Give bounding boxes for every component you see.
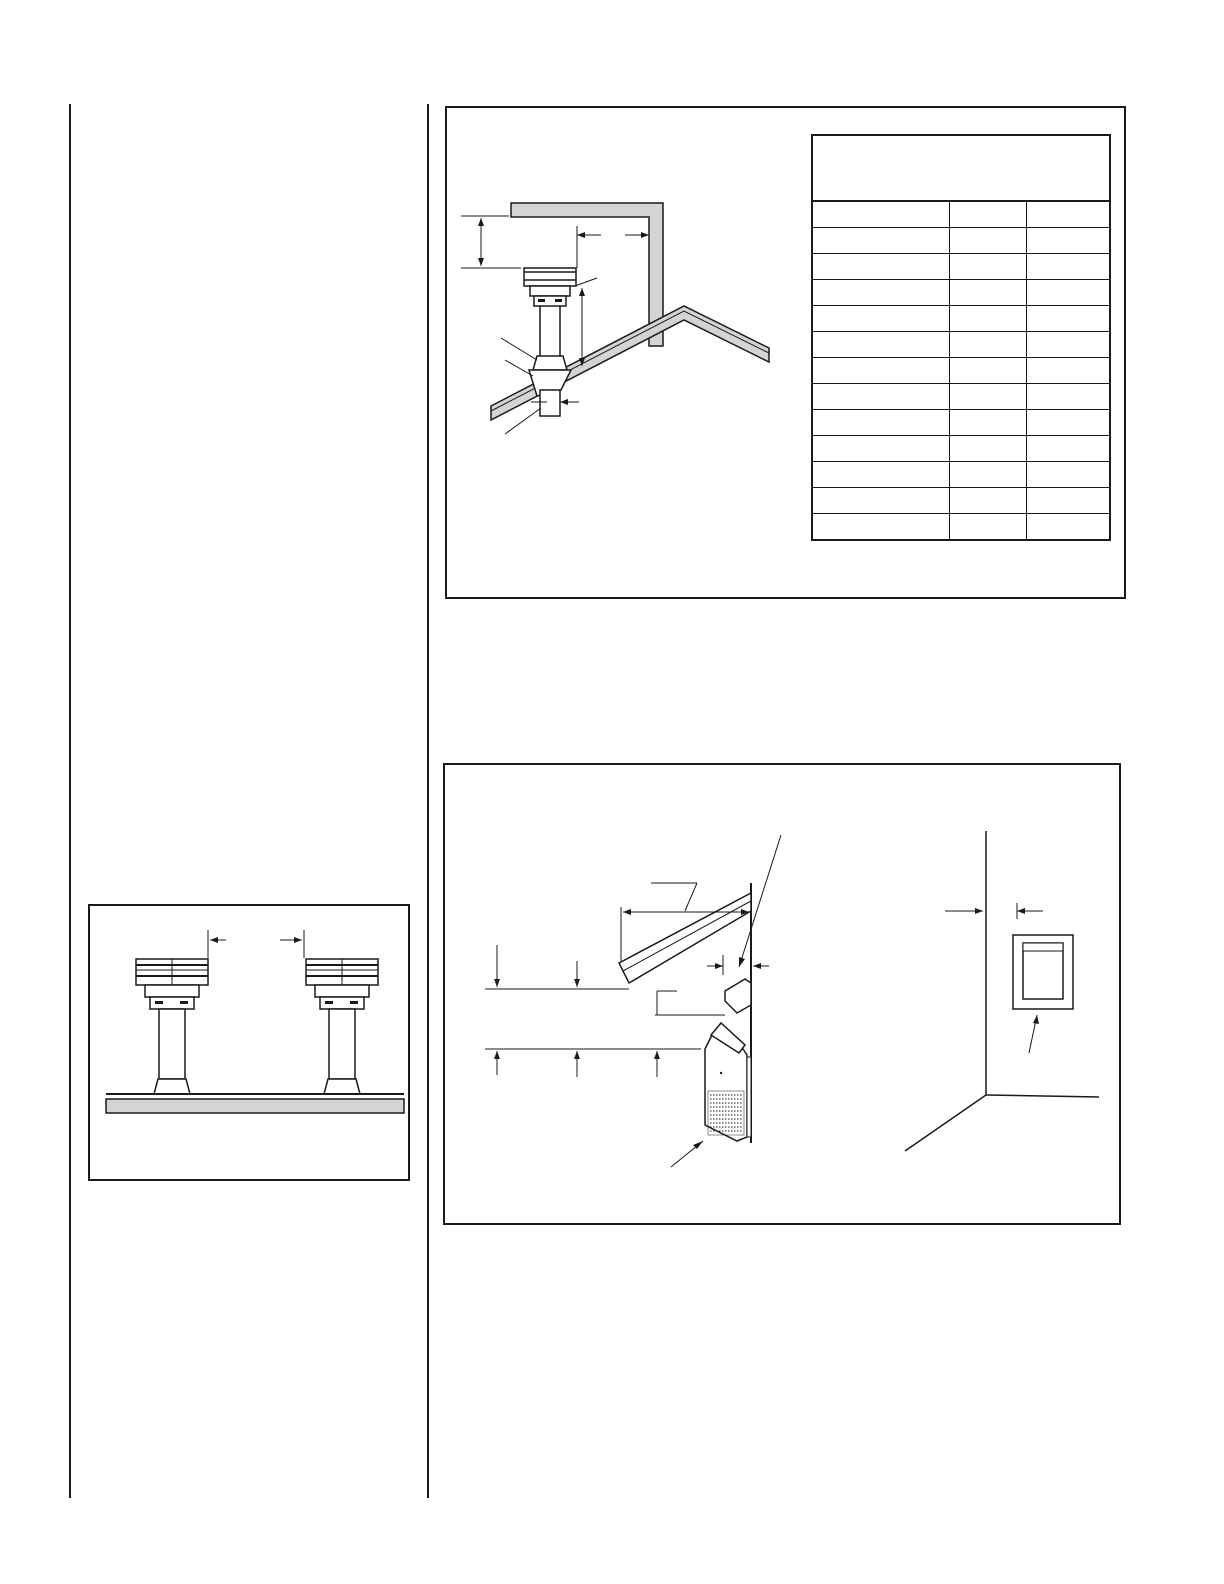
wall-clearances-diagram — [445, 765, 1123, 1227]
column-divider-rule — [427, 104, 429, 1498]
vent-cap-icon — [306, 959, 378, 1094]
table-row — [812, 254, 1110, 280]
table-row — [812, 358, 1110, 384]
multiple-terminations-diagram — [90, 906, 412, 1183]
table-row — [812, 410, 1110, 436]
table-row — [812, 228, 1110, 254]
table-row — [812, 332, 1110, 358]
vent-cap-icon — [136, 959, 208, 1094]
table-row — [812, 488, 1110, 514]
table-header-row — [812, 201, 1110, 228]
terminal-icon — [705, 1023, 751, 1141]
vent-cap-icon — [524, 268, 576, 306]
roof-pitch-table — [811, 134, 1111, 541]
left-margin-rule — [69, 104, 71, 1498]
table-row — [812, 280, 1110, 306]
table-row — [812, 514, 1110, 541]
roof-clearance-figure — [445, 106, 1126, 599]
table-header-cell — [812, 201, 950, 228]
roof-icon — [491, 306, 769, 420]
table-row — [812, 462, 1110, 488]
table-row — [812, 436, 1110, 462]
multiple-terminations-figure — [88, 904, 410, 1181]
table-row — [812, 306, 1110, 332]
table-header-cell — [950, 201, 1027, 228]
table-row — [812, 384, 1110, 410]
table-header-cell — [1027, 201, 1111, 228]
storm-collar-icon — [533, 356, 567, 370]
table-title — [812, 135, 1110, 201]
window-icon — [1013, 935, 1073, 1009]
wall-clearances-figure — [443, 763, 1121, 1225]
